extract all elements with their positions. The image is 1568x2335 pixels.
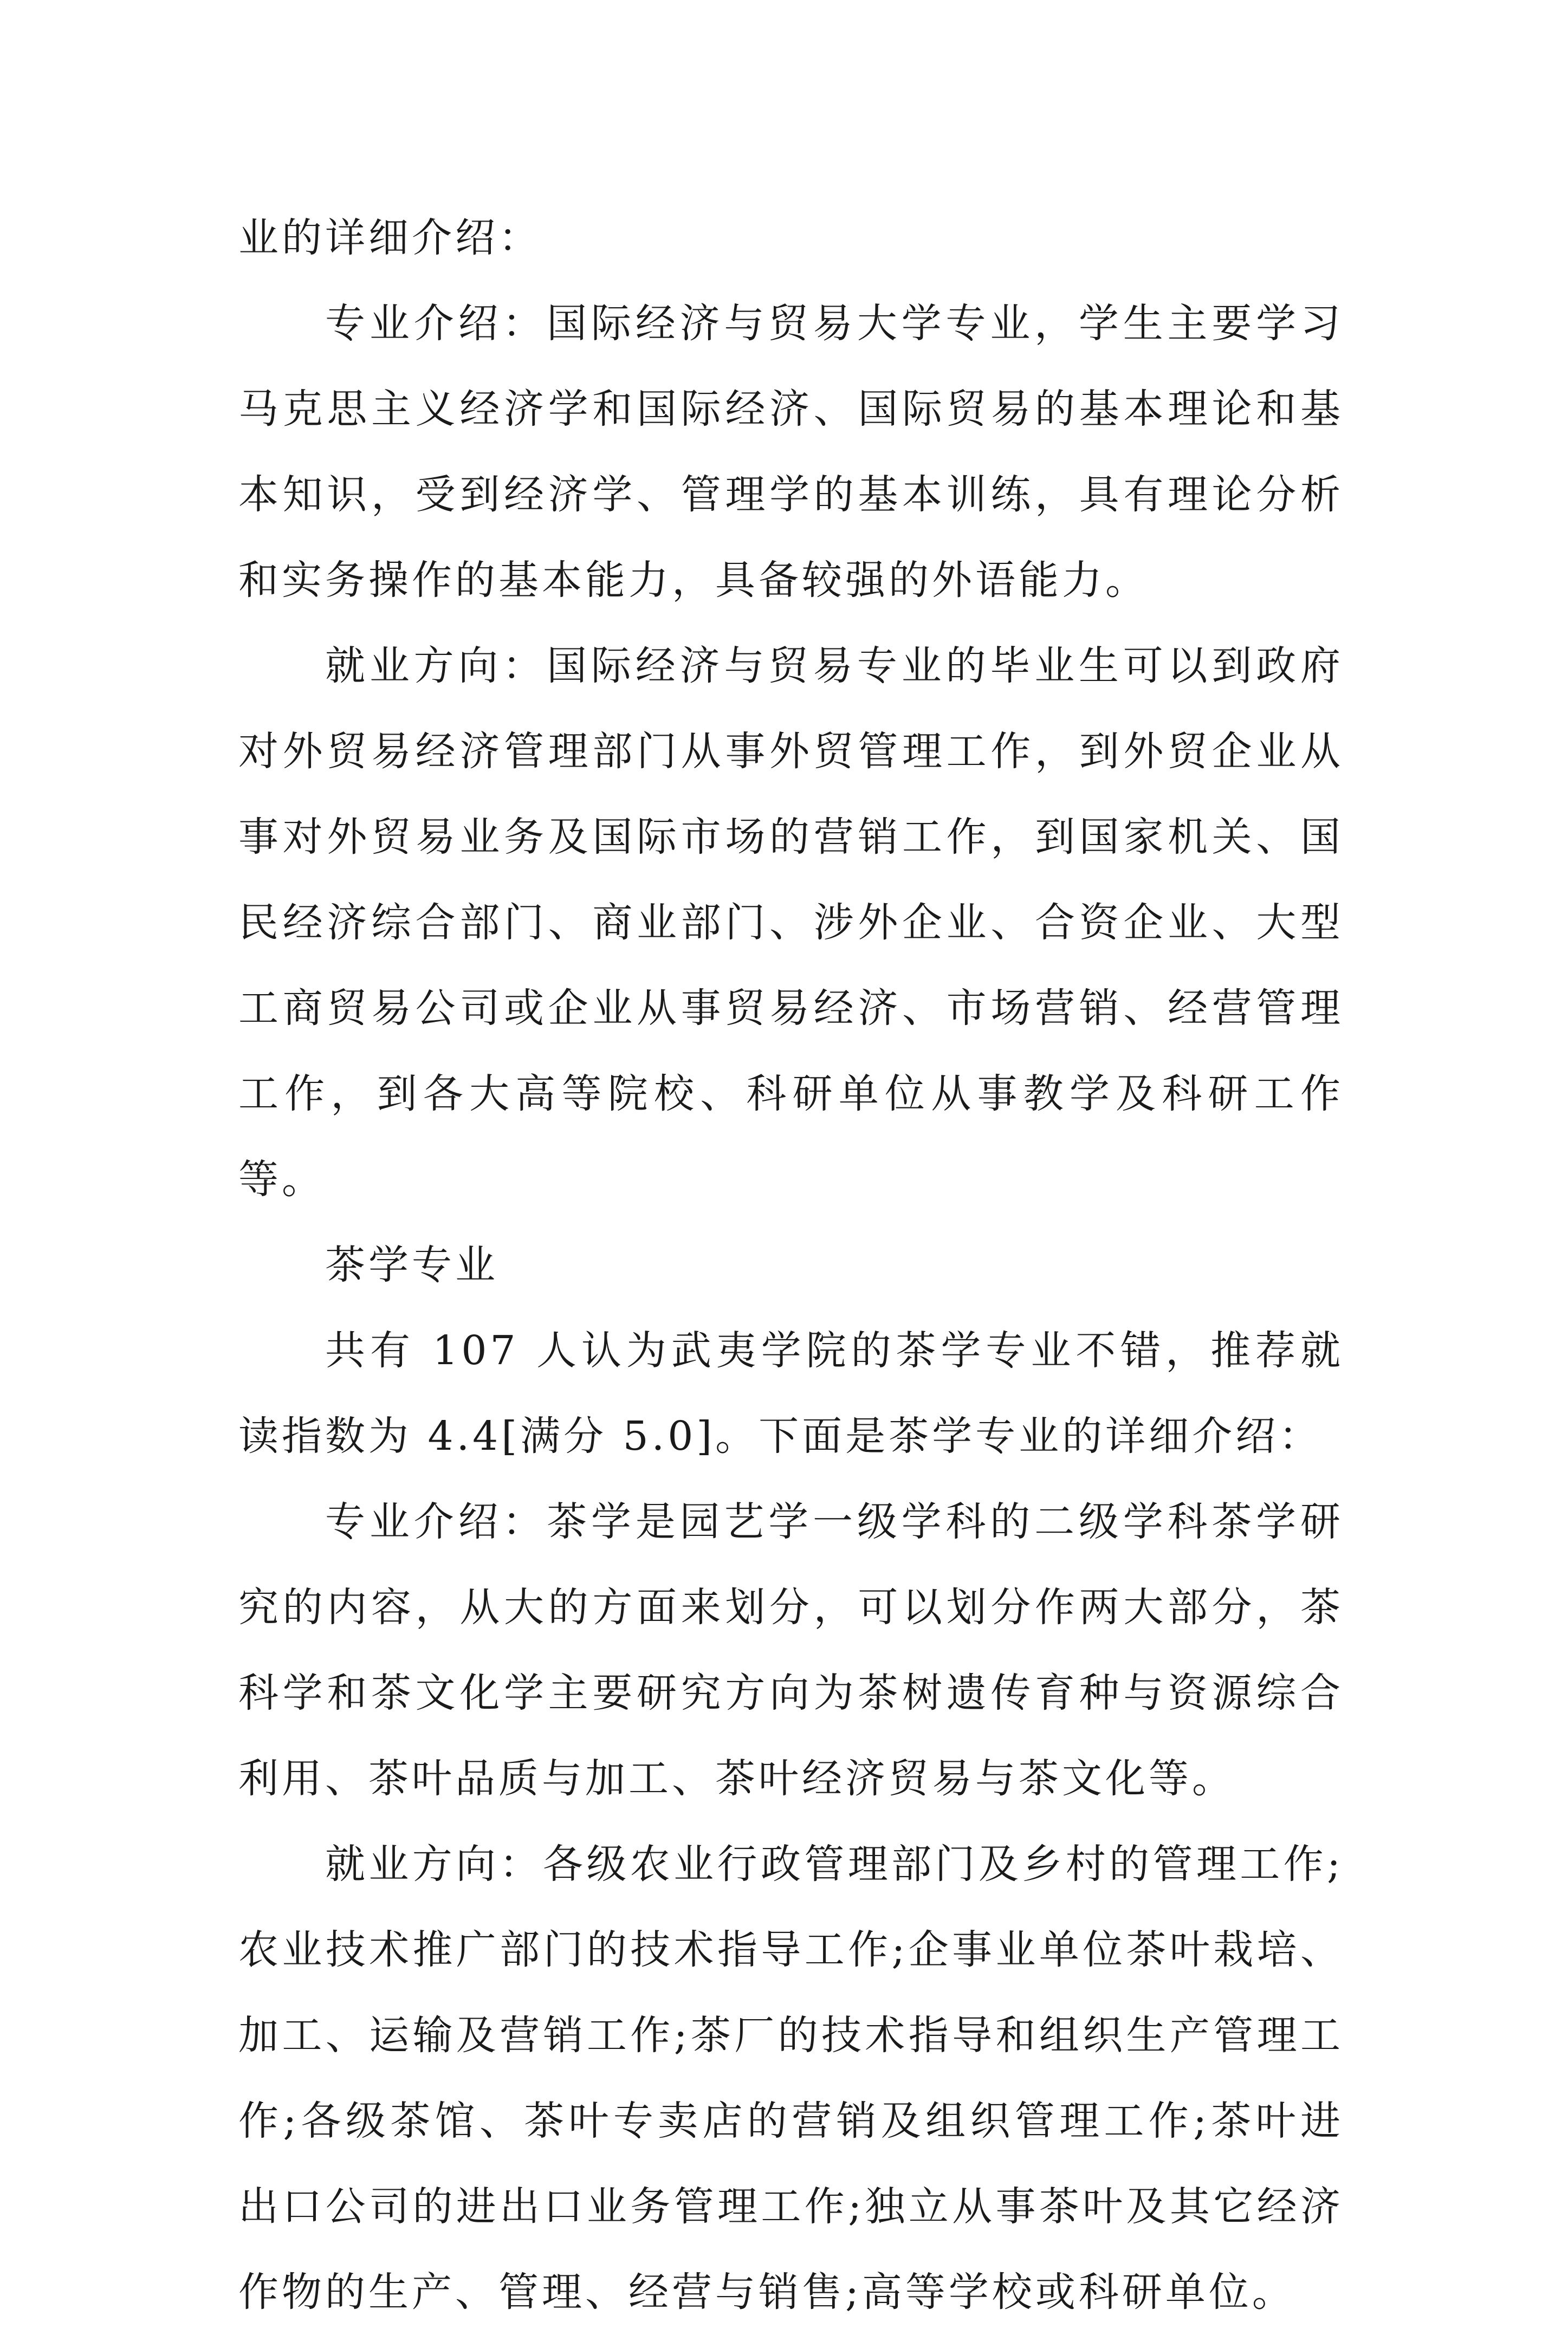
paragraph-career-trade: 就业方向：国际经济与贸易专业的毕业生可以到政府对外贸易经济管理部门从事外贸管理工作，到外贸企业从事对外贸易业务及国际市场的营销工作，到国家机关、国民经济综合部门、商业部门、涉外企业、合资企业、大型工商贸易公司或企业从事贸易经济、市场营销、经营管理工作，到各大高等院校、科研单位从事教学及科研工作等。 <box>238 643 1344 1203</box>
paragraph-major-intro-tea: 专业介绍：茶学是园艺学一级学科的二级学科茶学研究的内容，从大的方面来划分，可以划分作两大部分，茶科学和茶文化学主要研究方向为茶树遗传育种与资源综合利用、茶叶品质与加工、茶叶经济贸易与茶文化等。 <box>238 1499 1344 1802</box>
document-body <box>238 195 1344 2335</box>
section-heading-tea-science: 茶学专业 <box>325 1242 498 1288</box>
paragraph-major-intro-trade: 专业介绍：国际经济与贸易大学专业，学生主要学习马克思主义经济学和国际经济、国际贸易的基本理论和基本知识，受到经济学、管理学的基本训练，具有理论分析和实务操作的基本能力，具备较强的外语能力。 <box>238 300 1344 604</box>
paragraph-continuation: 业的详细介绍： <box>238 215 542 261</box>
paragraph-career-tea: 就业方向：各级农业行政管理部门及乡村的管理工作;农业技术推广部门的技术指导工作;企事业单位茶叶栽培、加工、运输及营销工作;茶厂的技术指导和组织生产管理工作;各级茶馆、茶叶专卖店的营销及组织管理工作;茶叶进出口公司的进出口业务管理工作;独立从事茶叶及其它经济作物的生产、管理、经营与销售;高等学校或科研单位。 <box>238 1841 1344 2315</box>
paragraph-tea-rating: 共有 107 人认为武夷学院的茶学专业不错，推荐就读指数为 4.4[满分 5.0]。下面是茶学专业的详细介绍： <box>238 1327 1344 1460</box>
